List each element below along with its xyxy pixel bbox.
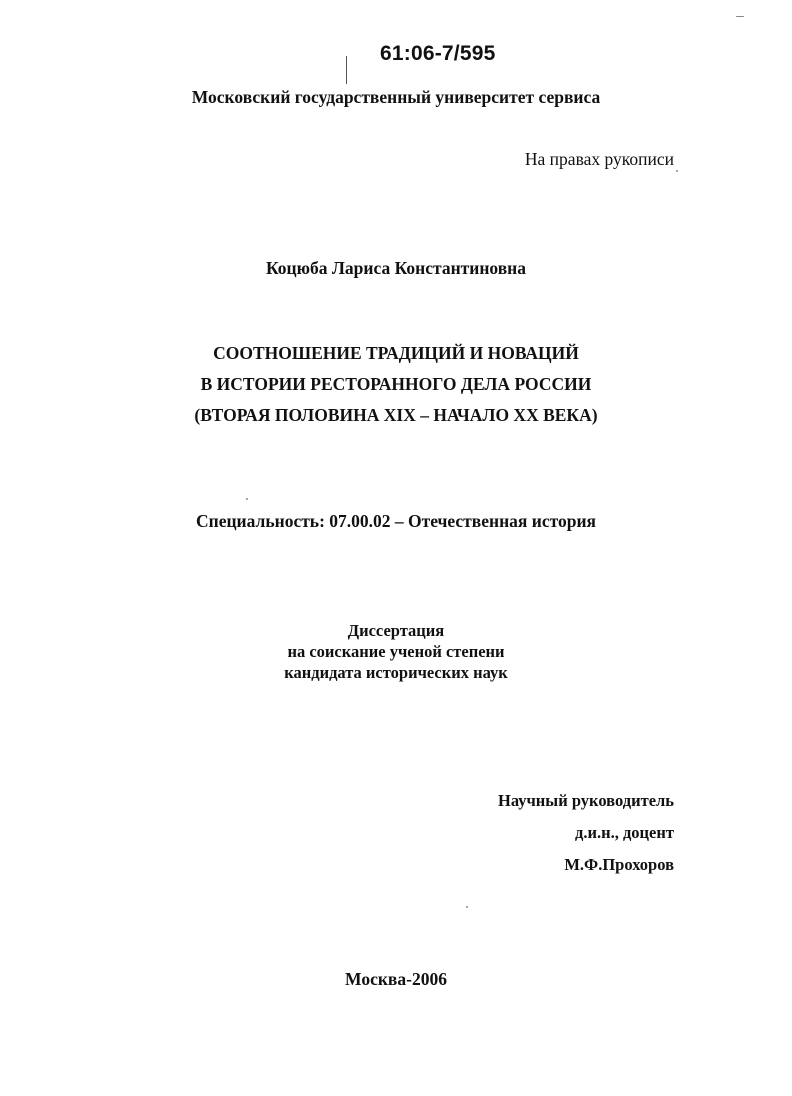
supervisor-label: Научный руководитель xyxy=(498,791,674,810)
degree-statement xyxy=(0,620,792,683)
degree-line: на соискание ученой степени xyxy=(287,642,505,661)
scan-speck xyxy=(246,498,248,500)
title-line: В ИСТОРИИ РЕСТОРАННОГО ДЕЛА РОССИИ xyxy=(200,374,592,394)
rights-notice: На правах рукописи xyxy=(524,149,674,169)
author-name: Коцюба Лариса Константиновна xyxy=(265,258,527,278)
scan-mark xyxy=(346,56,347,84)
scan-speck xyxy=(466,906,468,908)
specialty: Специальность: 07.00.02 – Отечественная история xyxy=(195,511,596,531)
scan-speck xyxy=(736,16,744,17)
supervisor-degree: д.и.н., доцент xyxy=(574,823,674,842)
degree-line: Диссертация xyxy=(347,621,445,640)
supervisor-name: М.Ф.Прохоров xyxy=(564,855,674,874)
scan-speck xyxy=(676,170,678,172)
degree-line: кандидата исторических наук xyxy=(284,663,508,682)
title-line: (ВТОРАЯ ПОЛОВИНА XIX – НАЧАЛО XX ВЕКА) xyxy=(194,405,598,425)
title-line: СООТНОШЕНИЕ ТРАДИЦИЙ И НОВАЦИЙ xyxy=(213,343,579,363)
dissertation-title xyxy=(0,338,792,431)
university-name: Московский государственный университет сервиса xyxy=(191,87,601,107)
catalog-number: 61:06-7/595 xyxy=(380,42,496,65)
city-year: Москва-2006 xyxy=(345,969,447,989)
